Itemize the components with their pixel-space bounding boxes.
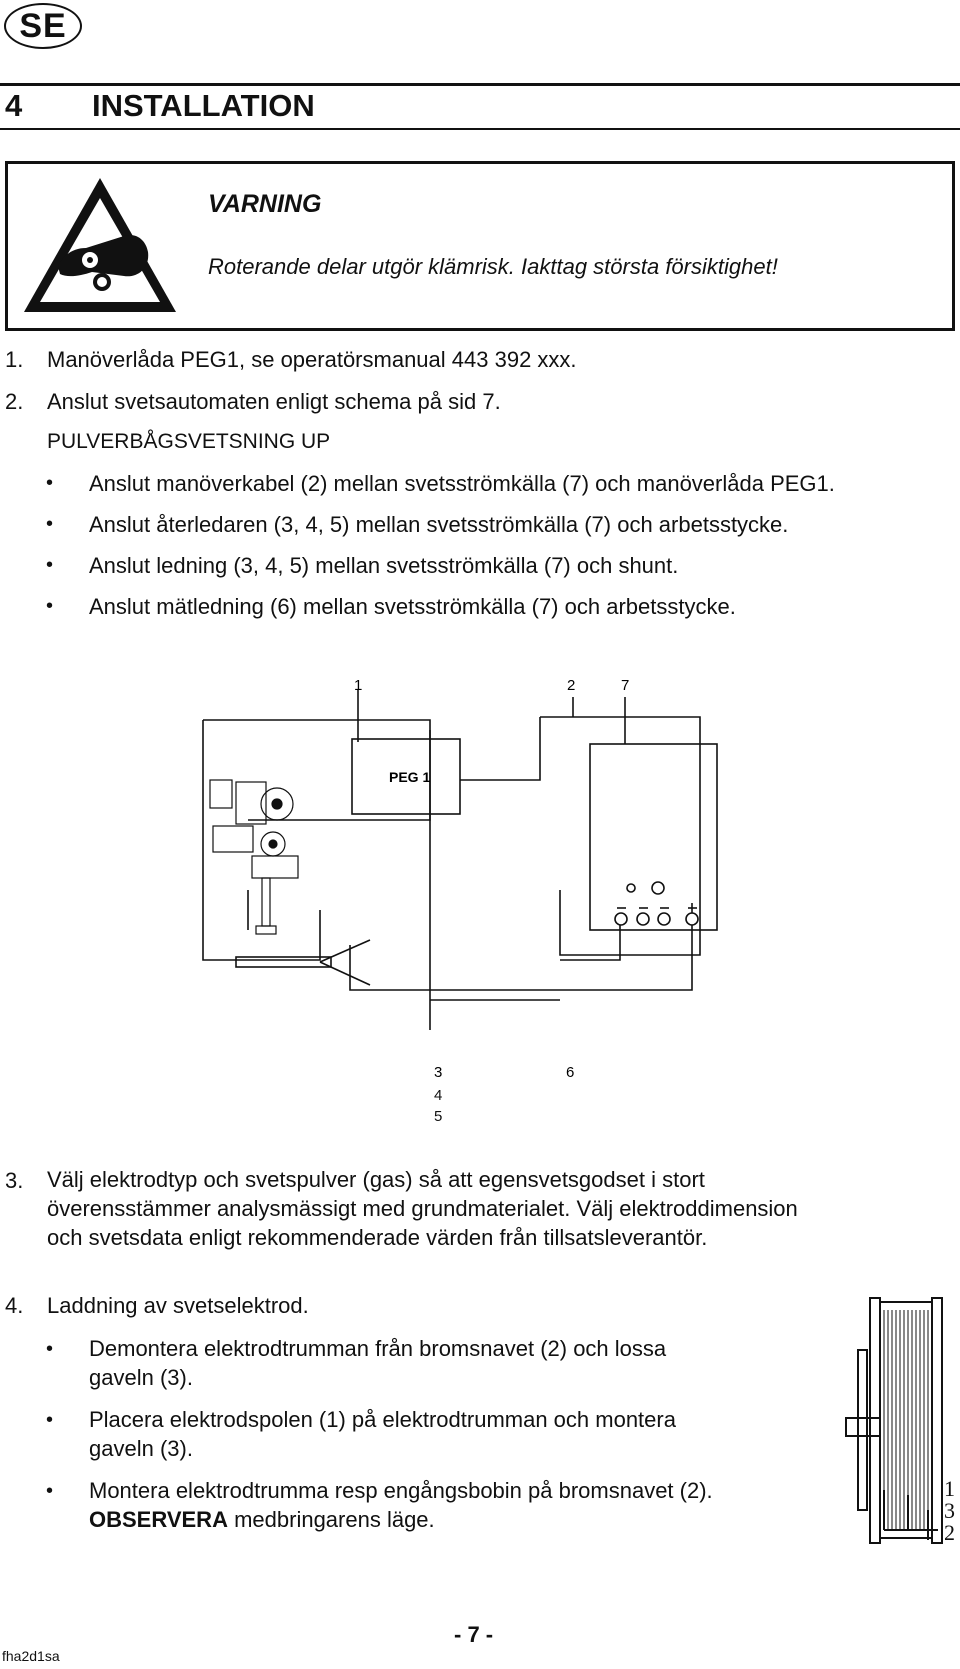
warning-text: Roterande delar utgör klämrisk. Iakttag största försiktighet! bbox=[208, 254, 778, 279]
list-item-line: gaveln (3). bbox=[89, 1365, 193, 1390]
step-1-text: Manöverlåda PEG1, se operatörsmanual 443 392 xxx. bbox=[47, 347, 577, 372]
step-4-text: Laddning av svetselektrod. bbox=[47, 1293, 309, 1318]
top-rule bbox=[0, 83, 960, 86]
crush-hazard-icon bbox=[20, 174, 180, 319]
bullet-dot: • bbox=[46, 1480, 54, 1502]
box-label: PEG 1 bbox=[389, 769, 431, 785]
step-3-line: Välj elektrodtyp och svetspulver (gas) så att egensvetsgodset i stort bbox=[47, 1167, 705, 1192]
list-item-line bbox=[89, 1505, 435, 1534]
list-item: Anslut ledning (3, 4, 5) mellan svetsströmkälla (7) och shunt. bbox=[89, 553, 679, 578]
footer-code: fha2d1sa bbox=[2, 1648, 60, 1664]
language-badge: SE bbox=[4, 3, 82, 49]
drum-callout-label: 1 bbox=[944, 1476, 955, 1501]
callout-label: 3 bbox=[434, 1064, 443, 1081]
warning-title: VARNING bbox=[208, 190, 322, 218]
list-item: Anslut mätledning (6) mellan svetsströmkälla (7) och arbetsstycke. bbox=[89, 594, 736, 619]
drum-callout-label: 3 bbox=[944, 1498, 955, 1523]
step-1-number: 1. bbox=[5, 347, 24, 372]
bullet-dot: • bbox=[46, 472, 54, 494]
step-4-number: 4. bbox=[5, 1293, 24, 1318]
emphasis: OBSERVERA bbox=[89, 1507, 228, 1532]
callout-label: 7 bbox=[621, 677, 630, 694]
callout-label: 2 bbox=[567, 677, 576, 694]
bullet-dot: • bbox=[46, 1338, 54, 1360]
bullet-dot: • bbox=[46, 1409, 54, 1431]
callout-label: 5 bbox=[434, 1108, 443, 1125]
connection-diagram bbox=[200, 665, 760, 1081]
list-item-line: Demontera elektrodtrumman från bromsnavet (2) och lossa bbox=[89, 1336, 667, 1361]
list-item-line: Montera elektrodtrumma resp engångsbobin på bromsnavet (2). bbox=[89, 1478, 713, 1503]
bullet-dot: • bbox=[46, 595, 54, 617]
step-3-line: och svetsdata enligt rekommenderade värden från tillsatsleverantör. bbox=[47, 1225, 708, 1250]
list-item: Anslut manöverkabel (2) mellan svetsströmkälla (7) och manöverlåda PEG1. bbox=[89, 471, 835, 496]
callout-label: 6 bbox=[566, 1064, 575, 1081]
step-2-text: Anslut svetsautomaten enligt schema på sid 7. bbox=[47, 389, 501, 414]
step-3-line: överensstämmer analysmässigt med grundmaterialet. Välj elektroddimension bbox=[47, 1196, 798, 1221]
drum-callout-label: 2 bbox=[944, 1520, 955, 1545]
callout-label: 1 bbox=[354, 677, 363, 694]
electrode-drum-illustration bbox=[838, 1290, 958, 1550]
section-number: 4 bbox=[5, 88, 23, 123]
bullet-dot: • bbox=[46, 554, 54, 576]
list-item: Anslut återledaren (3, 4, 5) mellan svetsströmkälla (7) och arbetsstycke. bbox=[89, 512, 789, 537]
bullet-dot: • bbox=[46, 513, 54, 535]
warning-box bbox=[5, 161, 955, 331]
section-title: INSTALLATION bbox=[92, 88, 315, 123]
page-number: - 7 - bbox=[454, 1622, 494, 1647]
list-item-rest: medbringarens läge. bbox=[227, 1507, 435, 1532]
subheading-up: PULVERBÅGSVETSNING UP bbox=[47, 430, 331, 453]
step-3-number: 3. bbox=[5, 1168, 24, 1193]
list-item-line: Placera elektrodspolen (1) på elektrodtrumman och montera bbox=[89, 1407, 676, 1432]
callout-label: 4 bbox=[434, 1087, 443, 1104]
step-2-number: 2. bbox=[5, 389, 24, 414]
list-item-line: gaveln (3). bbox=[89, 1436, 193, 1461]
title-rule bbox=[0, 128, 960, 130]
